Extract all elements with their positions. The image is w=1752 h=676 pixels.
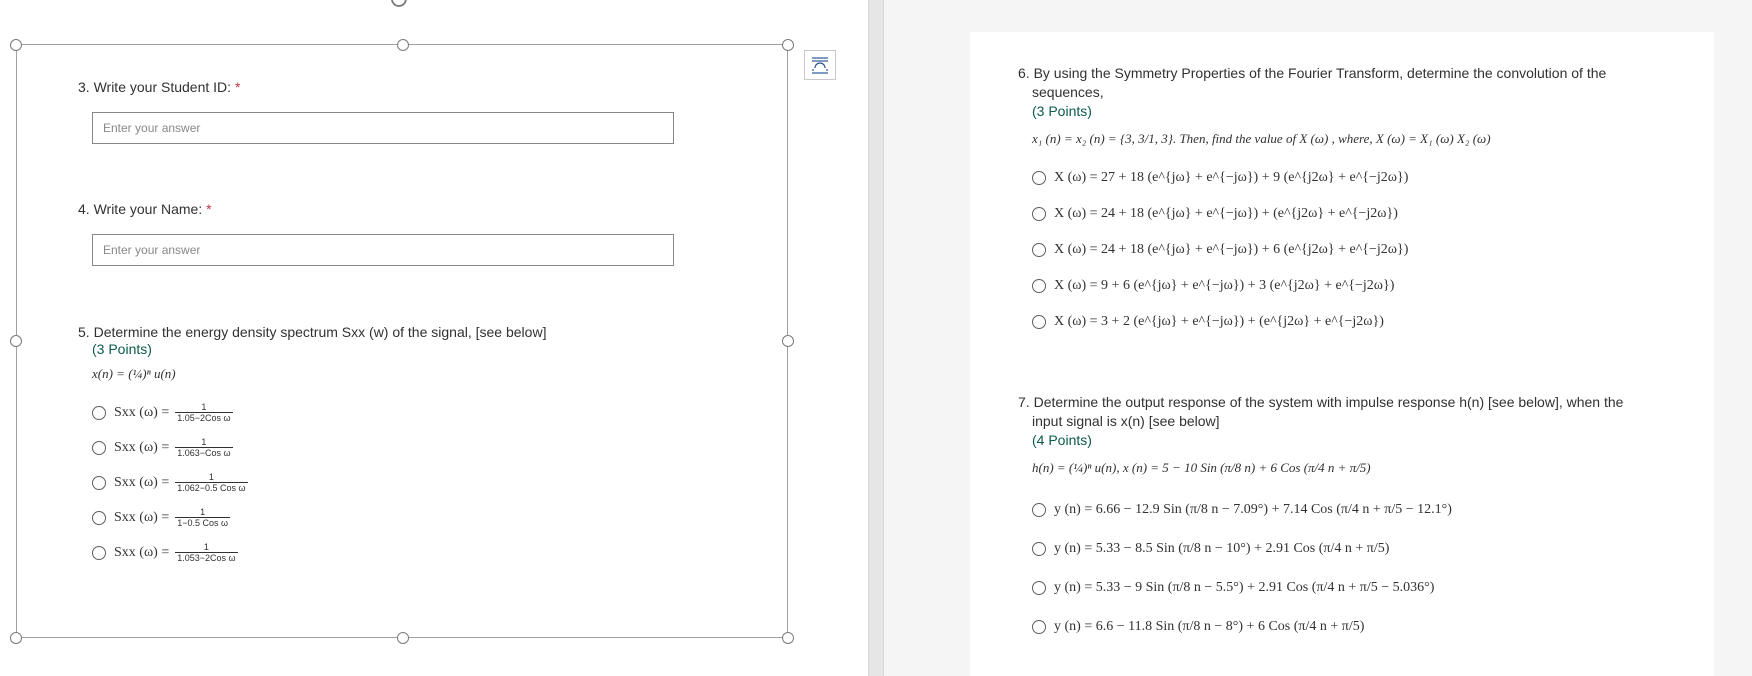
question-4-text: Write your Name: — [93, 201, 203, 217]
question-6-points: (3 Points) — [1032, 103, 1092, 119]
q6-option-5[interactable] — [1032, 314, 1384, 330]
radio-button[interactable] — [1032, 315, 1046, 329]
resize-handle-top-center[interactable] — [397, 39, 409, 51]
question-7-number: 7. — [1018, 394, 1030, 410]
option-label: Sxx (ω) = — [114, 544, 170, 560]
radio-button[interactable] — [1032, 243, 1046, 257]
left-pane — [0, 0, 868, 676]
radio-button[interactable] — [1032, 171, 1046, 185]
resize-handle-middle-left[interactable] — [10, 335, 22, 347]
q6-option-3[interactable] — [1032, 242, 1408, 258]
resize-handle-bottom-center[interactable] — [397, 632, 409, 644]
question-6-text-line2: sequences, — [1032, 84, 1104, 100]
question-6-title — [1018, 65, 1606, 81]
option-label: X (ω) = 24 + 18 (e^{jω} + e^{−jω}) + (e^{j2ω} + e^{−j2ω}) — [1054, 206, 1398, 221]
option-label: y (n) = 6.6 − 11.8 Sin (π/8 n − 8°) + 6 Cos (π/4 n + π/5) — [1054, 619, 1365, 634]
resize-handle-bottom-left[interactable] — [10, 632, 22, 644]
layout-options-button[interactable] — [804, 50, 836, 80]
layout-options-icon — [805, 51, 835, 79]
radio-button[interactable] — [1032, 542, 1046, 556]
q6-option-2[interactable] — [1032, 206, 1398, 222]
option-label: y (n) = 5.33 − 9 Sin (π/8 n − 5.5°) + 2.91 Cos (π/4 n + π/5 − 5.036°) — [1054, 580, 1435, 595]
question-5-formula: x(n) = (¼)ⁿ u(n) — [92, 366, 176, 381]
required-mark: * — [234, 79, 241, 95]
option-label: Sxx (ω) = — [114, 439, 170, 455]
question-5-text: Determine the energy density spectrum Sxx (w) of the signal, [see below] — [93, 324, 547, 340]
pane-splitter[interactable] — [868, 0, 884, 676]
question-7-title — [1018, 394, 1623, 410]
radio-button[interactable] — [1032, 207, 1046, 221]
question-6-number: 6. — [1018, 65, 1030, 81]
option-label: Sxx (ω) = — [114, 509, 170, 525]
q7-option-2[interactable] — [1032, 541, 1389, 557]
q6-option-4[interactable] — [1032, 278, 1394, 294]
fraction-denominator: 1.053−2Cos ω — [177, 553, 236, 563]
fraction-numerator: 1 — [201, 402, 207, 412]
resize-handle-top-left[interactable] — [10, 39, 22, 51]
question-6-formula: x₁ (n) = x₂ (n) = {3, 3/1, 3}. Then, find the value of X (ω) , where, X (ω) = X₁ (ω) X₂ (ω) — [1032, 131, 1491, 146]
fraction-denominator: 1.063−Cos ω — [177, 448, 231, 458]
fraction-numerator: 1 — [208, 472, 214, 482]
q7-option-4[interactable] — [1032, 619, 1364, 635]
fraction-numerator: 1 — [200, 507, 206, 517]
q6-option-1[interactable] — [1032, 170, 1408, 186]
option-label: y (n) = 5.33 − 8.5 Sin (π/8 n − 10°) + 2.91 Cos (π/4 n + π/5) — [1054, 541, 1390, 556]
question-5-number: 5. — [78, 324, 90, 340]
right-pane — [970, 32, 1714, 676]
resize-handle-bottom-right[interactable] — [782, 632, 794, 644]
fraction-denominator: 1.05−2Cos ω — [177, 413, 231, 423]
resize-handle-top-right[interactable] — [782, 39, 794, 51]
fraction-numerator: 1 — [201, 437, 207, 447]
selection-frame — [16, 44, 788, 638]
question-3-number: 3. — [78, 79, 90, 95]
option-label: X (ω) = 24 + 18 (e^{jω} + e^{−jω}) + 6 (e^{j2ω} + e^{−j2ω}) — [1054, 242, 1409, 257]
option-label: Sxx (ω) = — [114, 404, 170, 420]
question-7-text-line2: input signal is x(n) [see below] — [1032, 413, 1220, 429]
question-7-formula: h(n) = (¼)ⁿ u(n), x (n) = 5 − 10 Sin (π/8 n) + 6 Cos (π/4 n + π/5) — [1032, 460, 1371, 475]
question-3-text: Write your Student ID: — [93, 79, 232, 95]
option-label: y (n) = 6.66 − 12.9 Sin (π/8 n − 7.09°) + 7.14 Cos (π/4 n + π/5 − 12.1°) — [1054, 502, 1452, 517]
option-label: Sxx (ω) = — [114, 474, 170, 490]
radio-button[interactable] — [1032, 279, 1046, 293]
fraction-denominator: 1.062−0.5 Cos ω — [177, 483, 246, 493]
radio-button[interactable] — [1032, 620, 1046, 634]
fraction-denominator: 1−0.5 Cos ω — [177, 518, 229, 528]
question-7-points: (4 Points) — [1032, 432, 1092, 448]
fraction-numerator: 1 — [203, 542, 209, 552]
question-4-number: 4. — [78, 201, 90, 217]
required-mark: * — [206, 201, 212, 217]
rotate-handle-icon[interactable] — [388, 0, 410, 10]
option-label: X (ω) = 9 + 6 (e^{jω} + e^{−jω}) + 3 (e^{j2ω} + e^{−j2ω}) — [1054, 278, 1395, 293]
option-label: X (ω) = 27 + 18 (e^{jω} + e^{−jω}) + 9 (e^{j2ω} + e^{−j2ω}) — [1054, 170, 1409, 185]
question-6-text-line1: By using the Symmetry Properties of the Fourier Transform, determine the convolution of the — [1033, 65, 1607, 81]
question-5-points: (3 Points) — [92, 341, 152, 357]
q7-option-3[interactable] — [1032, 580, 1434, 596]
option-label: X (ω) = 3 + 2 (e^{jω} + e^{−jω}) + (e^{j2ω} + e^{−j2ω}) — [1054, 314, 1384, 329]
q7-option-1[interactable] — [1032, 502, 1452, 518]
question-7-text-line1: Determine the output response of the system with impulse response h(n) [see below], when the — [1033, 394, 1624, 410]
resize-handle-middle-right[interactable] — [782, 335, 794, 347]
radio-button[interactable] — [1032, 503, 1046, 517]
radio-button[interactable] — [1032, 581, 1046, 595]
